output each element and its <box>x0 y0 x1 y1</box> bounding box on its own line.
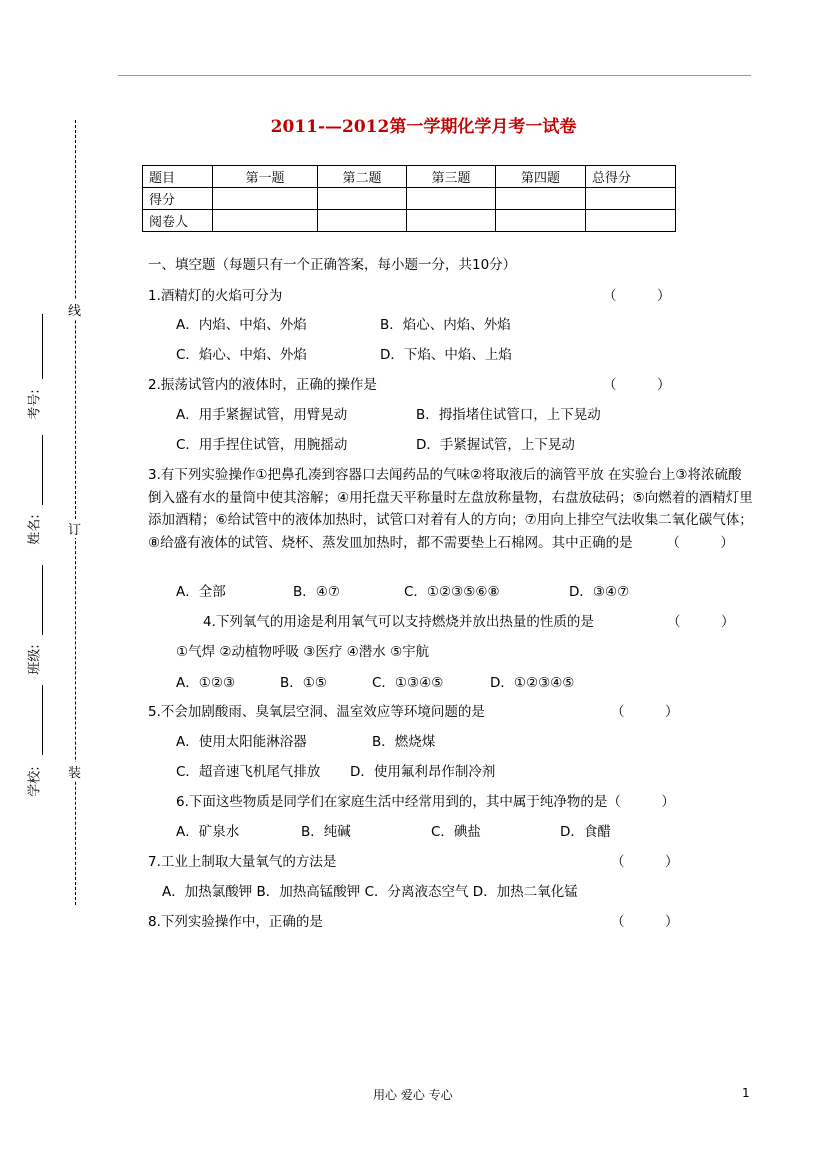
q4-items: ①气焊 ②动植物呼吸 ③医疗 ④潜水 ⑤宇航 <box>176 644 430 660</box>
q7-options: A．加热氯酸钾 B．加热高锰酸钾 C．分离液态空气 D．加热二氧化锰 <box>162 884 578 900</box>
banji-label: 班级: <box>27 644 43 675</box>
q2-option-a: A．用手紧握试管，用臂晃动 <box>176 407 348 423</box>
q1-answer-blank[interactable]: （ ） <box>603 288 671 304</box>
q2-option-d: D．手紧握试管，上下晃动 <box>416 437 575 453</box>
q3-option-c: C．①②③⑤⑥⑧ <box>404 584 500 600</box>
q1-option-c: C．焰心、中焰、外焰 <box>176 347 307 363</box>
xuexiao-label: 学校: <box>27 766 43 797</box>
q3-option-d: D．③④⑦ <box>569 584 630 600</box>
q5-option-c: C．超音速飞机尾气排放 <box>176 764 321 780</box>
q8-stem: 8.下列实验操作中，正确的是 <box>148 914 323 930</box>
q5-option-a: A．使用太阳能淋浴器 <box>176 734 307 750</box>
q5-stem: 5.不会加剧酸雨、臭氧层空洞、温室效应等环境问题的是 <box>148 704 485 720</box>
q1-option-b: B．焰心、内焰、外焰 <box>380 317 511 333</box>
q4-option-c: C．①③④⑤ <box>372 675 444 691</box>
page-number: 1 <box>742 1086 750 1100</box>
q6-option-d: D．食醋 <box>560 824 611 840</box>
score-input-cell[interactable] <box>586 188 676 210</box>
score-input-cell[interactable] <box>407 188 496 210</box>
xingming-label: 姓名: <box>27 514 43 545</box>
table-row <box>143 188 676 210</box>
banji-blank[interactable] <box>42 565 43 635</box>
q4-option-d: D．①②③④⑤ <box>490 675 575 691</box>
q6-option-c: C．碘盐 <box>431 824 481 840</box>
score-input-cell[interactable] <box>496 188 586 210</box>
table-row <box>143 210 676 232</box>
q2-option-b: B．拇指堵住试管口，上下晃动 <box>416 407 601 423</box>
binding-line <box>75 120 76 905</box>
score-table <box>142 165 676 232</box>
kaohao-label: 考号: <box>27 389 43 420</box>
table-cell: 第三题 <box>407 166 496 188</box>
grader-input-cell[interactable] <box>586 210 676 232</box>
q7-answer-blank[interactable]: （ ） <box>611 854 679 870</box>
grader-input-cell[interactable] <box>318 210 407 232</box>
q3-option-b: B．④⑦ <box>293 584 340 600</box>
q3-text: 3.有下列实验操作①把鼻孔凑到容器口去闻药品的气味②将取液后的滴管平放 在实验台上③将浓硫酸倒入盛有水的量筒中使其溶解；④用托盘天平称量时左盘放称量物，右盘放砝码；⑤向燃着的酒精灯里添加酒精；⑥给试管中的液体加热时，试管口对着有人的方向；⑦用向上排空气法收集二氧化碳气体；⑧给盛有液体的试管、烧杯、蒸发皿加热时，都不需要垫上石棉网。其中正确的是 （ ） <box>148 467 753 551</box>
grader-input-cell[interactable] <box>213 210 318 232</box>
q8-answer-blank[interactable]: （ ） <box>611 914 679 930</box>
grader-input-cell[interactable] <box>407 210 496 232</box>
section-heading: 一、填空题（每题只有一个正确答案，每小题一分，共10分） <box>148 257 517 273</box>
score-input-cell[interactable] <box>213 188 318 210</box>
q4-stem: 4.下列氧气的用途是利用氧气可以支持燃烧并放出热量的性质的是 <box>203 614 594 630</box>
kaohao-blank[interactable] <box>42 314 43 379</box>
q1-option-d: D．下焰、中焰、上焰 <box>380 347 512 363</box>
q5-option-d: D．使用氟利昂作制冷剂 <box>350 764 496 780</box>
xingming-blank[interactable] <box>42 435 43 505</box>
q6-stem: 6.下面这些物质是同学们在家庭生活中经常用到的，其中属于纯净物的是（ ） <box>176 794 675 810</box>
xuexiao-blank[interactable] <box>42 685 43 755</box>
q4-answer-blank[interactable]: （ ） <box>667 614 735 630</box>
page-title: 2011-—2012第一学期化学月考一试卷 <box>270 117 577 137</box>
q2-option-c: C．用手捏住试管，用腕摇动 <box>176 437 348 453</box>
table-cell: 阅卷人 <box>143 210 213 232</box>
q4-option-b: B．①⑤ <box>280 675 327 691</box>
binding-mark-xian: 线 <box>68 300 81 319</box>
table-cell: 第四题 <box>496 166 586 188</box>
q4-option-a: A．①②③ <box>176 675 236 691</box>
q1-option-a: A．内焰、中焰、外焰 <box>176 317 307 333</box>
grader-input-cell[interactable] <box>496 210 586 232</box>
header-rule <box>118 75 751 76</box>
footer-motto: 用心 爱心 专心 <box>373 1088 453 1102</box>
table-cell: 得分 <box>143 188 213 210</box>
q5-option-b: B．燃烧煤 <box>372 734 436 750</box>
q3-option-a: A．全部 <box>176 584 226 600</box>
q7-stem: 7.工业上制取大量氧气的方法是 <box>148 854 337 870</box>
q5-answer-blank[interactable]: （ ） <box>611 704 679 720</box>
table-cell: 总得分 <box>586 166 676 188</box>
q1-stem: 1.酒精灯的火焰可分为 <box>148 288 283 304</box>
table-cell: 第二题 <box>318 166 407 188</box>
table-cell: 第一题 <box>213 166 318 188</box>
score-input-cell[interactable] <box>318 188 407 210</box>
q6-option-a: A．矿泉水 <box>176 824 240 840</box>
binding-mark-zhuang: 装 <box>68 762 81 781</box>
q2-stem: 2.振荡试管内的液体时，正确的操作是 <box>148 377 377 393</box>
table-cell: 题目 <box>143 166 213 188</box>
q6-option-b: B．纯碱 <box>301 824 351 840</box>
q2-answer-blank[interactable]: （ ） <box>603 377 671 393</box>
binding-mark-ding: 订 <box>68 519 81 538</box>
table-row <box>143 166 676 188</box>
